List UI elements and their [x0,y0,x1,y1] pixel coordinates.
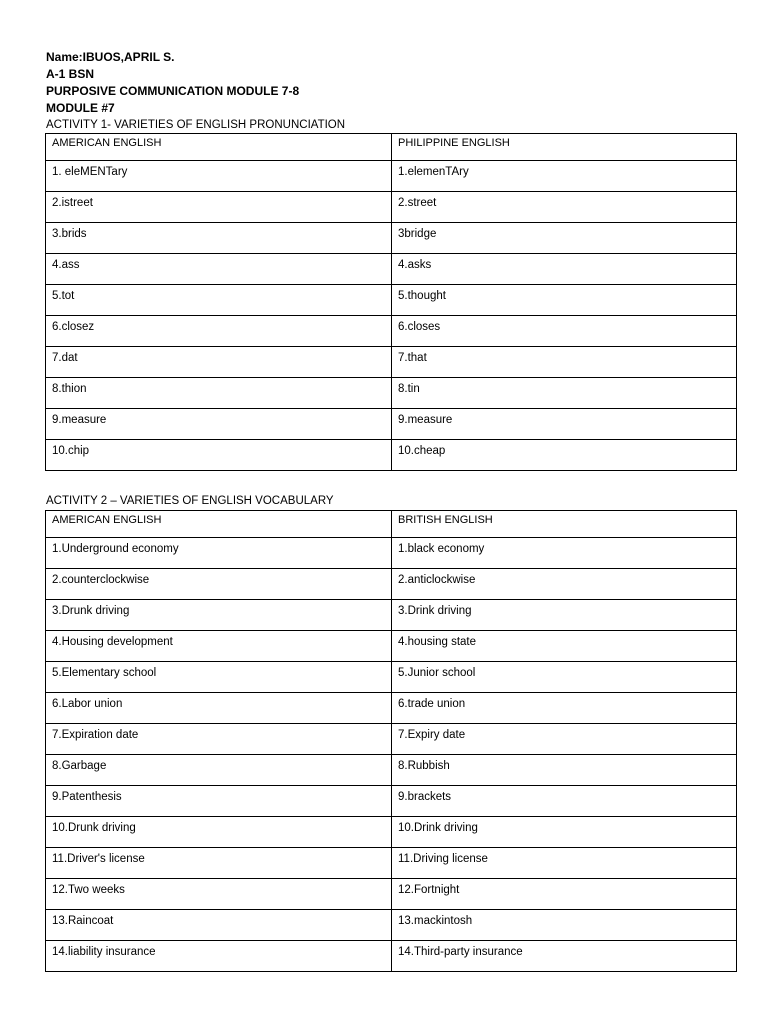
cell-american: 4.ass [46,254,392,285]
cell-other: 5.Junior school [392,662,737,693]
cell-american: 3.Drunk driving [46,600,392,631]
student-section: A-1 BSN [46,67,95,81]
table-row [46,161,737,192]
cell-american: 8.Garbage [46,755,392,786]
activity1-title: ACTIVITY 1- VARIETIES OF ENGLISH PRONUNCIATION [46,119,346,131]
cell-other: 9.measure [392,409,737,440]
cell-american: 1. eleMENTary [46,161,392,192]
cell-american: 6.closez [46,316,392,347]
cell-american: 12.Two weeks [46,879,392,910]
cell-other: 2.street [392,192,737,223]
module-number: MODULE #7 [46,101,115,115]
cell-other: 6.trade union [392,693,737,724]
table-row [46,724,737,755]
table-row [46,440,737,471]
cell-american: 10.chip [46,440,392,471]
cell-american: 9.Patenthesis [46,786,392,817]
column-header-philippine: PHILIPPINE ENGLISH [392,134,737,161]
table-row [46,817,737,848]
cell-american: 2.counterclockwise [46,569,392,600]
cell-american: 5.Elementary school [46,662,392,693]
cell-other: 5.thought [392,285,737,316]
cell-other: 8.Rubbish [392,755,737,786]
table-row [46,879,737,910]
activity2-title: ACTIVITY 2 – VARIETIES OF ENGLISH VOCABULARY [46,495,334,507]
course-title: PURPOSIVE COMMUNICATION MODULE 7-8 [46,84,300,98]
cell-american: 3.brids [46,223,392,254]
table-row [46,755,737,786]
table-row [46,631,737,662]
cell-other: 12.Fortnight [392,879,737,910]
cell-other: 1.elemenTAry [392,161,737,192]
table-row [46,254,737,285]
cell-american: 2.istreet [46,192,392,223]
table-row [46,600,737,631]
table-header-row [46,511,737,538]
table-row [46,347,737,378]
cell-american: 11.Driver's license [46,848,392,879]
cell-other: 7.that [392,347,737,378]
cell-other: 3.Drink driving [392,600,737,631]
table-row [46,192,737,223]
table-row [46,941,737,972]
column-header-british: BRITISH ENGLISH [392,511,737,538]
cell-american: 6.Labor union [46,693,392,724]
cell-american: 7.Expiration date [46,724,392,755]
cell-american: 4.Housing development [46,631,392,662]
cell-other: 1.black economy [392,538,737,569]
cell-other: 3bridge [392,223,737,254]
table-row [46,693,737,724]
table-row [46,848,737,879]
cell-other: 9.brackets [392,786,737,817]
table-row [46,409,737,440]
table-row [46,285,737,316]
cell-other: 4.housing state [392,631,737,662]
cell-other: 8.tin [392,378,737,409]
table-row [46,223,737,254]
cell-other: 7.Expiry date [392,724,737,755]
column-header-american: AMERICAN ENGLISH [46,134,392,161]
cell-american: 1.Underground economy [46,538,392,569]
table-row [46,786,737,817]
activity2-table [45,510,737,972]
table-row [46,910,737,941]
cell-other: 4.asks [392,254,737,285]
cell-other: 14.Third-party insurance [392,941,737,972]
cell-other: 6.closes [392,316,737,347]
cell-american: 14.liability insurance [46,941,392,972]
column-header-american: AMERICAN ENGLISH [46,511,392,538]
cell-other: 10.cheap [392,440,737,471]
student-name: Name:IBUOS,APRIL S. [46,50,175,64]
cell-other: 2.anticlockwise [392,569,737,600]
cell-other: 13.mackintosh [392,910,737,941]
cell-american: 7.dat [46,347,392,378]
table-row [46,538,737,569]
activity1-table [45,133,737,471]
table-header-row [46,134,737,161]
table-row [46,569,737,600]
cell-american: 8.thion [46,378,392,409]
cell-other: 11.Driving license [392,848,737,879]
cell-other: 10.Drink driving [392,817,737,848]
cell-american: 9.measure [46,409,392,440]
table-row [46,378,737,409]
cell-american: 5.tot [46,285,392,316]
cell-american: 10.Drunk driving [46,817,392,848]
table-row [46,662,737,693]
table-row [46,316,737,347]
cell-american: 13.Raincoat [46,910,392,941]
